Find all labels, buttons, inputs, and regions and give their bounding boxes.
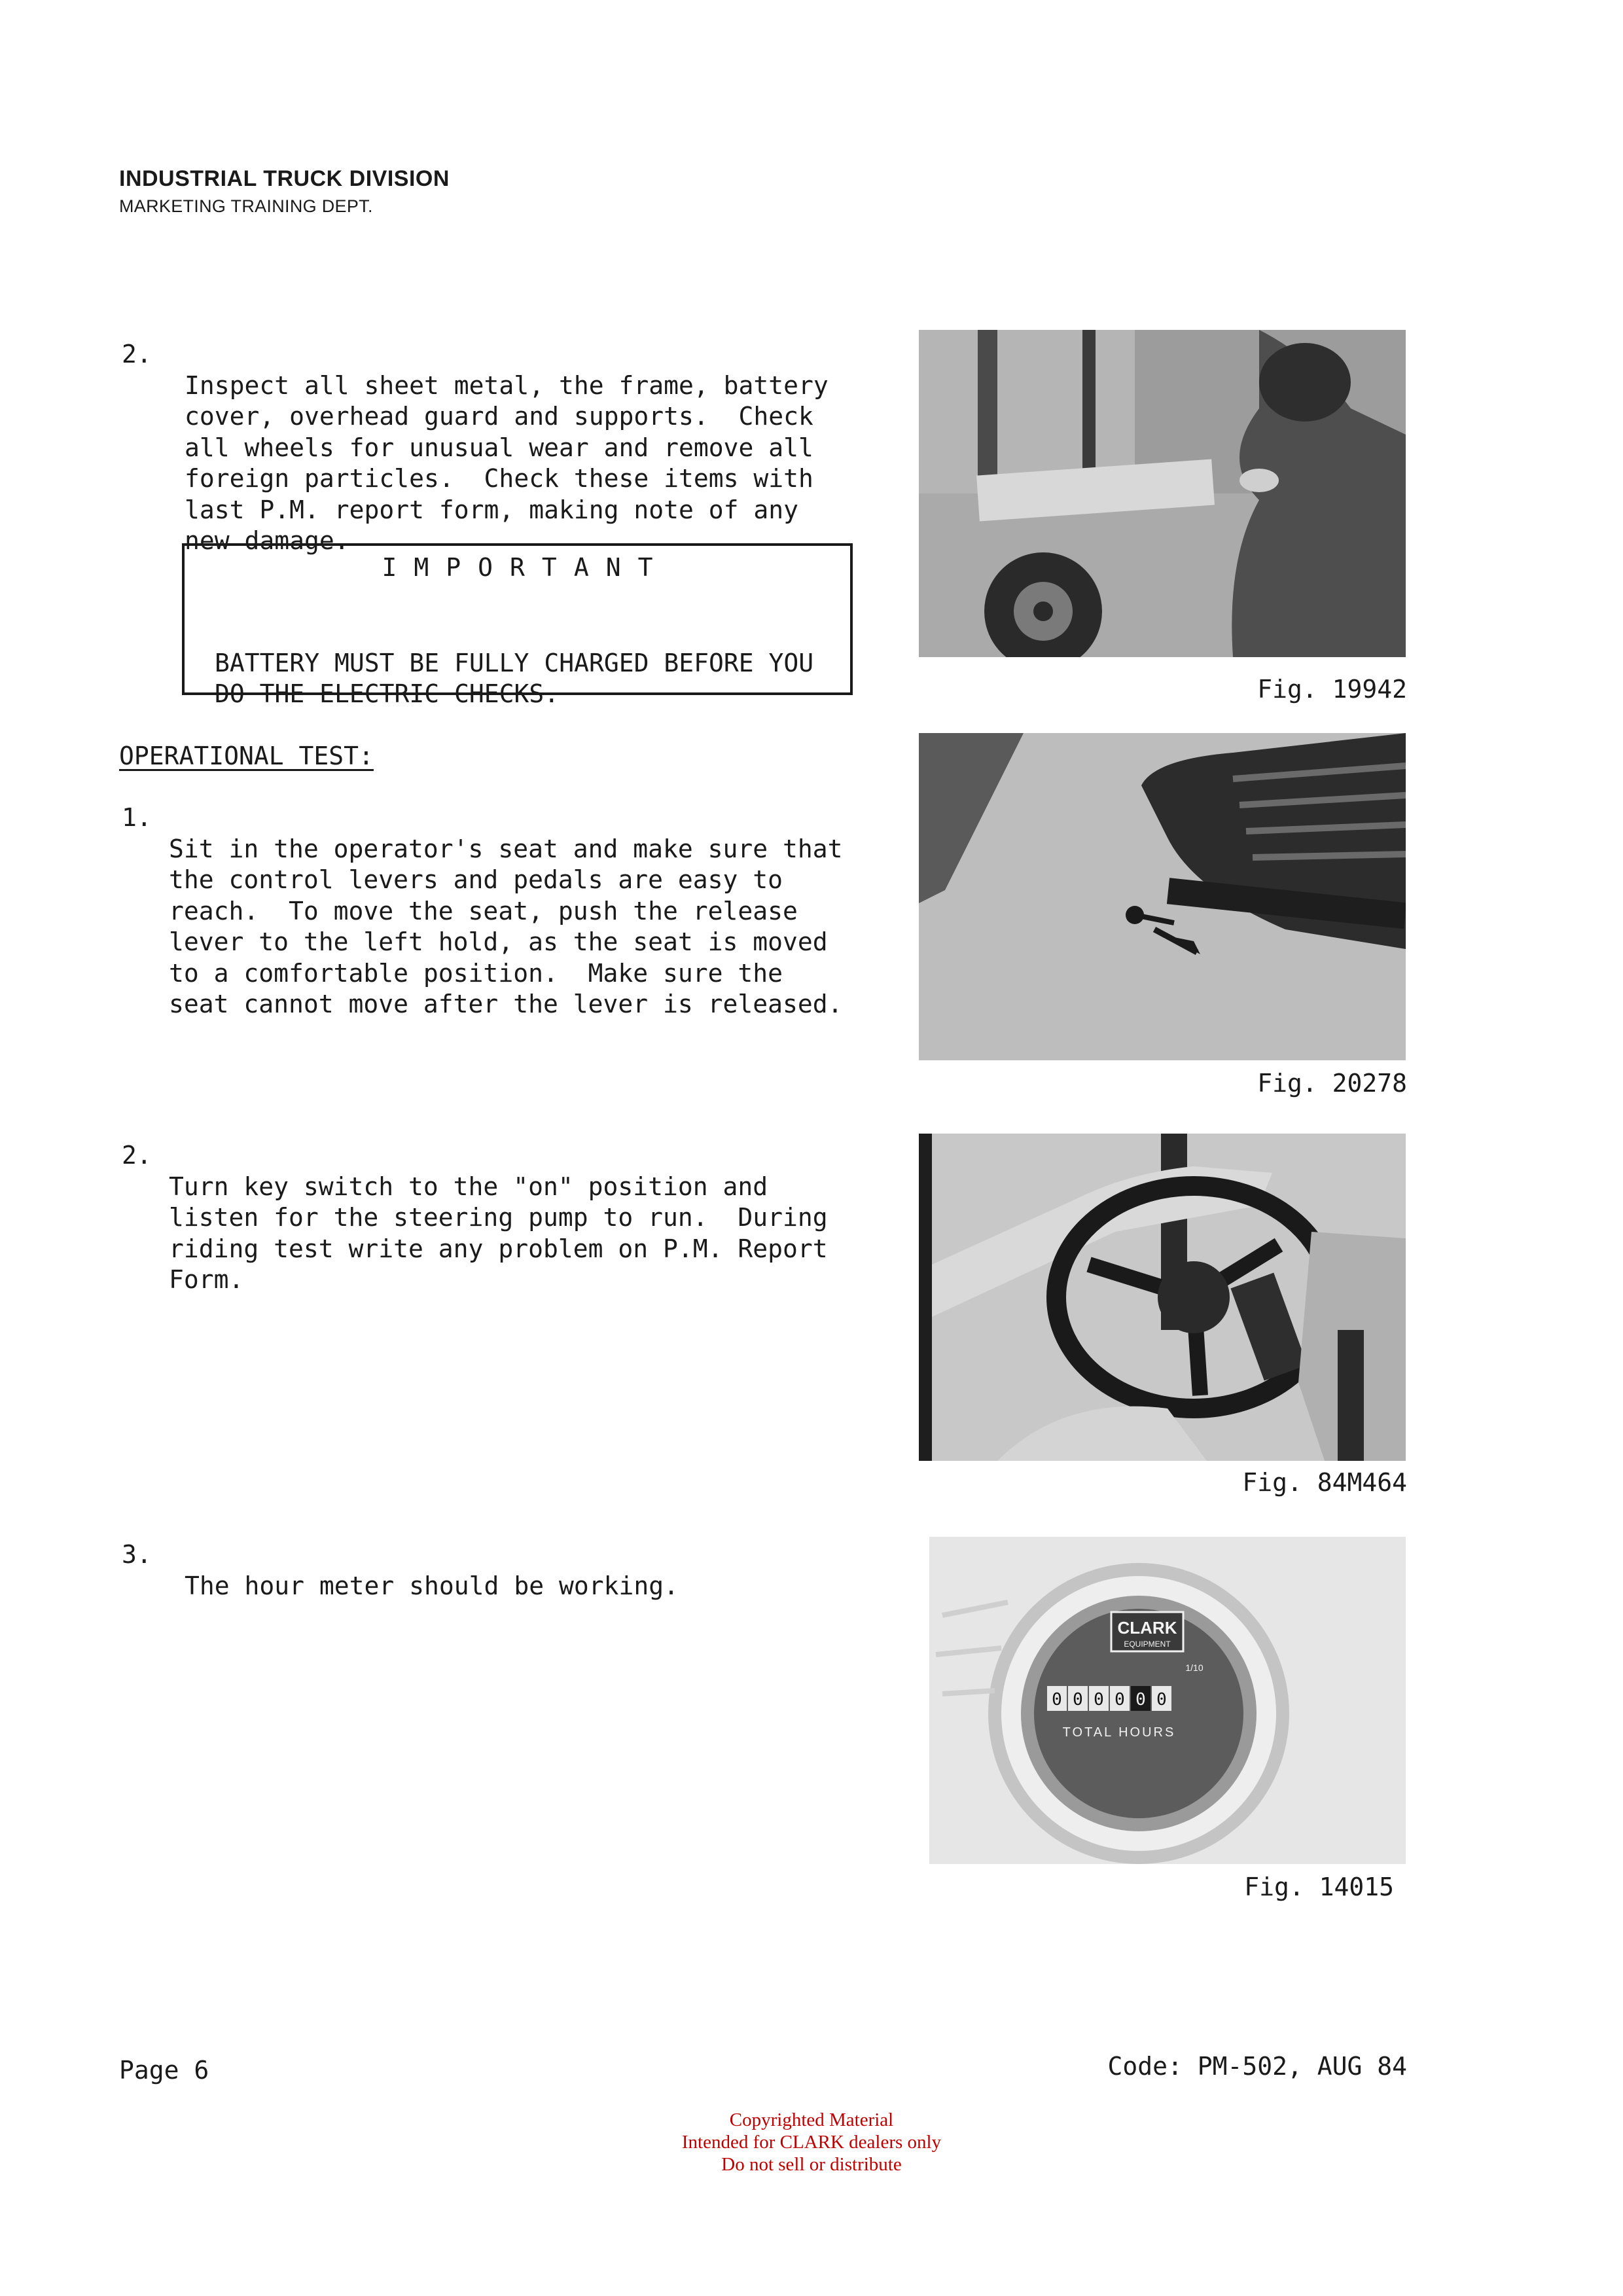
meter-brand: CLARK xyxy=(1117,1618,1177,1638)
division-title: INDUSTRIAL TRUCK DIVISION xyxy=(119,166,450,191)
inspect-line: Inspect all sheet metal, the frame, battery xyxy=(185,370,829,400)
copyright-notice xyxy=(0,2109,1623,2176)
meter-digit: 0 xyxy=(1156,1690,1167,1710)
op-step-2-line: listen for the steering pump to run. During xyxy=(169,1203,828,1232)
meter-digit: 0 xyxy=(1094,1690,1104,1710)
op-step-1-line: Sit in the operator's seat and make sure that xyxy=(169,834,843,863)
op-step-1-number: 1. xyxy=(122,803,152,832)
inspect-line: all wheels for unusual wear and remove all xyxy=(185,433,813,462)
inspect-step-number: 2. xyxy=(122,340,152,368)
op-step-1-line: lever to the left hold, as the seat is moved xyxy=(169,927,828,956)
op-step-1-line: reach. To move the seat, push the release xyxy=(169,896,798,925)
steering-wheel-photo xyxy=(919,1134,1406,1461)
meter-digit: 0 xyxy=(1052,1690,1062,1710)
op-step-1-line: to a comfortable position. Make sure the xyxy=(169,958,783,988)
op-step-3-text xyxy=(185,1539,679,1633)
copyright-line: Copyrighted Material xyxy=(729,2109,894,2130)
meter-digit: 0 xyxy=(1115,1690,1125,1710)
meter-brand-sub: EQUIPMENT xyxy=(1124,1640,1171,1649)
inspect-line: last P.M. report form, making note of any xyxy=(185,495,798,524)
meter-label: TOTAL HOURS xyxy=(1062,1725,1176,1740)
op-step-2-line: riding test write any problem on P.M. Report xyxy=(169,1234,828,1263)
op-step-2-line: Turn key switch to the "on" position and xyxy=(169,1172,768,1201)
meter-digit: 0 xyxy=(1073,1690,1083,1710)
inspect-line: foreign particles. Check these items with xyxy=(185,464,813,493)
op-step-1-line: seat cannot move after the lever is released. xyxy=(169,990,843,1018)
important-line: DO THE ELECTRIC CHECKS. xyxy=(215,679,560,708)
operational-test-heading: OPERATIONAL TEST: xyxy=(119,742,374,770)
important-title: IMPORTANT xyxy=(382,553,670,582)
important-line: BATTERY MUST BE FULLY CHARGED BEFORE YOU xyxy=(215,648,814,677)
figure-caption: Fig. 20278 xyxy=(1257,1069,1407,1098)
op-step-1-line: the control levers and pedals are easy to xyxy=(169,865,783,894)
inspect-line: cover, overhead guard and supports. Check xyxy=(185,402,813,431)
figure-caption: Fig. 14015 xyxy=(1244,1873,1394,1901)
figure-caption: Fig. 84M464 xyxy=(1242,1468,1407,1497)
op-step-3-number: 3. xyxy=(122,1540,152,1569)
inspect-line: new damage. xyxy=(185,526,349,555)
copyright-line: Intended for CLARK dealers only xyxy=(681,2132,942,2153)
op-step-2-line: Form. xyxy=(169,1265,244,1294)
technician-inspecting-truck-photo xyxy=(919,330,1406,657)
op-step-2-number: 2. xyxy=(122,1141,152,1170)
hour-meter-photo xyxy=(929,1537,1406,1864)
meter-fraction: 1/10 xyxy=(1185,1662,1204,1673)
page-number: Page 6 xyxy=(119,2056,209,2085)
department-subtitle: MARKETING TRAINING DEPT. xyxy=(119,196,373,216)
figure-caption: Fig. 19942 xyxy=(1257,675,1407,704)
op-step-2-text xyxy=(169,1140,828,1327)
op-step-3-line: The hour meter should be working. xyxy=(185,1571,679,1600)
copyright-line: Do not sell or distribute xyxy=(721,2154,902,2175)
meter-digit: 0 xyxy=(1135,1690,1146,1710)
seat-release-lever-photo xyxy=(919,733,1406,1060)
op-step-1-text xyxy=(169,802,843,1051)
document-code: Code: PM-502, AUG 84 xyxy=(1107,2052,1407,2081)
important-notice-box xyxy=(182,543,853,708)
